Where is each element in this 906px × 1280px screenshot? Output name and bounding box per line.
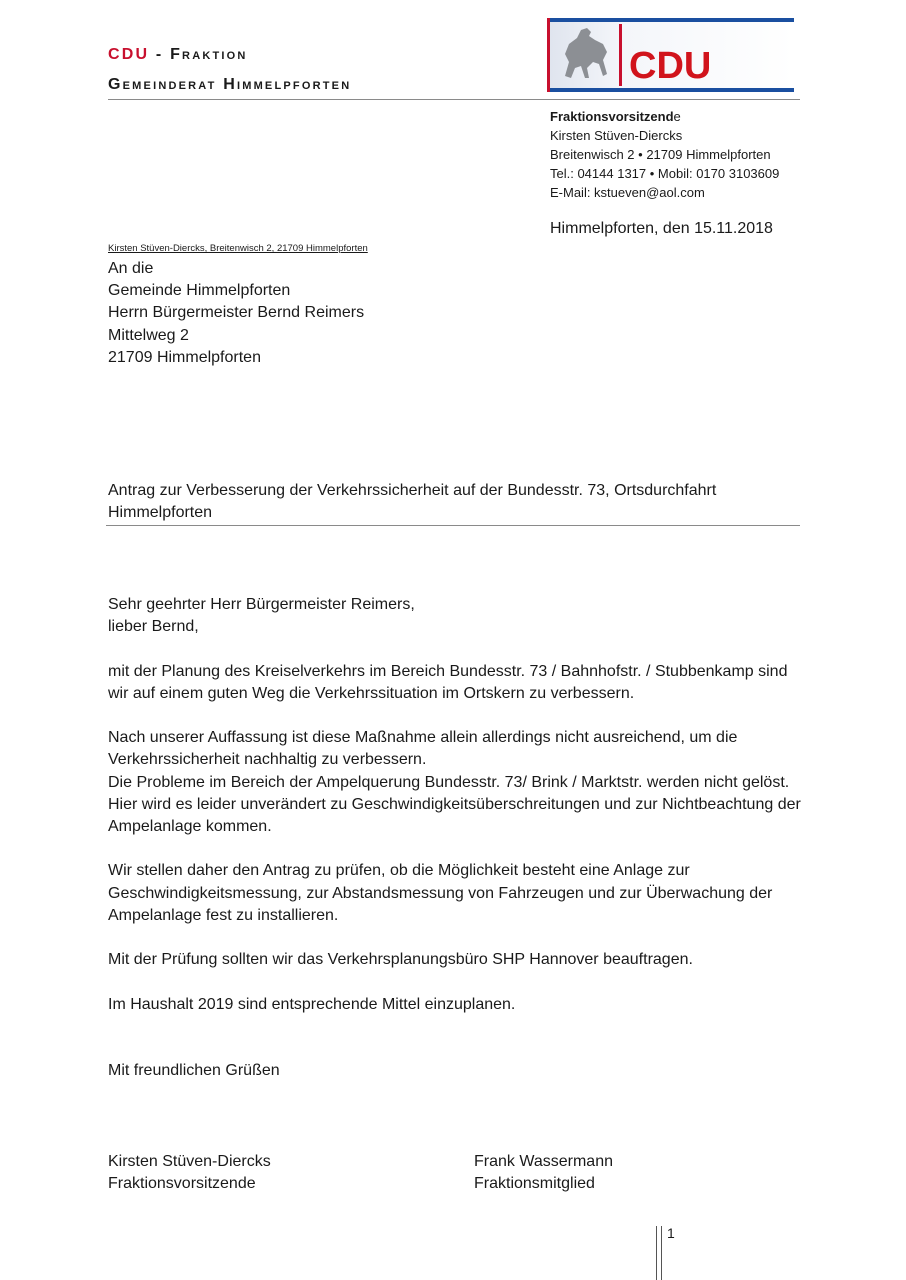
body-paragraph: Die Probleme im Bereich der Ampelquerung Bundesstr. 73/ Brink / Marktstr. werden nicht gelöst. Hier wird es leider unverändert zu Geschwindigkeitsüberschreitungen und zur Nichtbeachtung der Ampelanlage kommen.: [108, 773, 801, 835]
letter-body: [108, 594, 808, 1105]
party-name: [108, 46, 248, 64]
salutation: Sehr geehrter Herr Bürgermeister Reimers,: [108, 596, 415, 613]
signature-right: [474, 1151, 613, 1195]
party-abbreviation: CDU: [108, 46, 150, 63]
sender-address: Breitenwisch 2 • 21709 Himmelpforten: [550, 147, 771, 162]
header-divider: [108, 99, 800, 100]
signer-name: Frank Wassermann: [474, 1153, 613, 1170]
logo-wordmark: CDU: [629, 45, 712, 87]
sender-title: Fraktionsvorsitzende: [550, 109, 681, 124]
body-paragraph: mit der Planung des Kreiselverkehrs im Bereich Bundesstr. 73 / Bahnhofstr. / Stubbenkamp sind wir auf einem guten Weg die Verkehrssituation im Ortskern zu verbessern.: [108, 662, 788, 702]
sender-email: E-Mail: kstueven@aol.com: [550, 185, 705, 200]
signer-role: Fraktionsvorsitzende: [108, 1175, 256, 1193]
recipient-line: Mittelweg 2: [108, 326, 189, 344]
letter-date: Himmelpforten, den 15.11.2018: [550, 220, 773, 237]
body-paragraph: Nach unserer Auffassung ist diese Maßnahme allein allerdings nicht ausreichend, um die Verkehrssicherheit nachhaltig zu verbessern.: [108, 729, 738, 769]
sender-block: [550, 107, 779, 202]
recipient-line: An die: [108, 260, 154, 277]
return-address: Kirsten Stüven-Diercks, Breitenwisch 2, 21709 Himmelpforten: [108, 243, 368, 254]
body-paragraph: Mit der Prüfung sollten wir das Verkehrsplanungsbüro SHP Hannover beauftragen.: [108, 951, 693, 969]
recipient-line: 21709 Himmelpforten: [108, 348, 261, 366]
salutation-informal: lieber Bernd,: [108, 618, 199, 636]
body-paragraph: Wir stellen daher den Antrag zu prüfen, ob die Möglichkeit besteht eine Anlage zur Geschwindigkeitsmessung, zur Abstandsmessung von Fahrzeugen und zur Überwachung der Ampelanlage fest zu installieren.: [108, 862, 773, 924]
signer-name: Kirsten Stüven-Diercks: [108, 1153, 271, 1170]
party-fraction-label: - Fraktion: [149, 46, 248, 63]
page-number: 1: [667, 1225, 675, 1241]
recipient-line: Gemeinde Himmelpforten: [108, 282, 291, 300]
signature-left: [108, 1151, 271, 1195]
body-paragraph: Im Haushalt 2019 sind entsprechende Mittel einzuplanen.: [108, 995, 516, 1013]
sender-phone: Tel.: 04144 1317 • Mobil: 0170 3103609: [550, 166, 780, 181]
closing: Mit freundlichen Grüßen: [108, 1062, 280, 1080]
council-name: Gemeinderat Himmelpforten: [108, 76, 352, 93]
letter-subject: Antrag zur Verbesserung der Verkehrssicherheit auf der Bundesstr. 73, Ortsdurchfahrt Himmelpforten: [108, 482, 717, 522]
sender-name: Kirsten Stüven-Diercks: [550, 128, 683, 143]
subject-divider: [106, 525, 800, 526]
signer-role: Fraktionsmitglied: [474, 1175, 595, 1193]
recipient-line: Herrn Bürgermeister Bernd Reimers: [108, 304, 365, 322]
recipient-address: [108, 258, 364, 369]
cdu-logo: [547, 18, 794, 92]
page-number-bar: [656, 1226, 662, 1280]
